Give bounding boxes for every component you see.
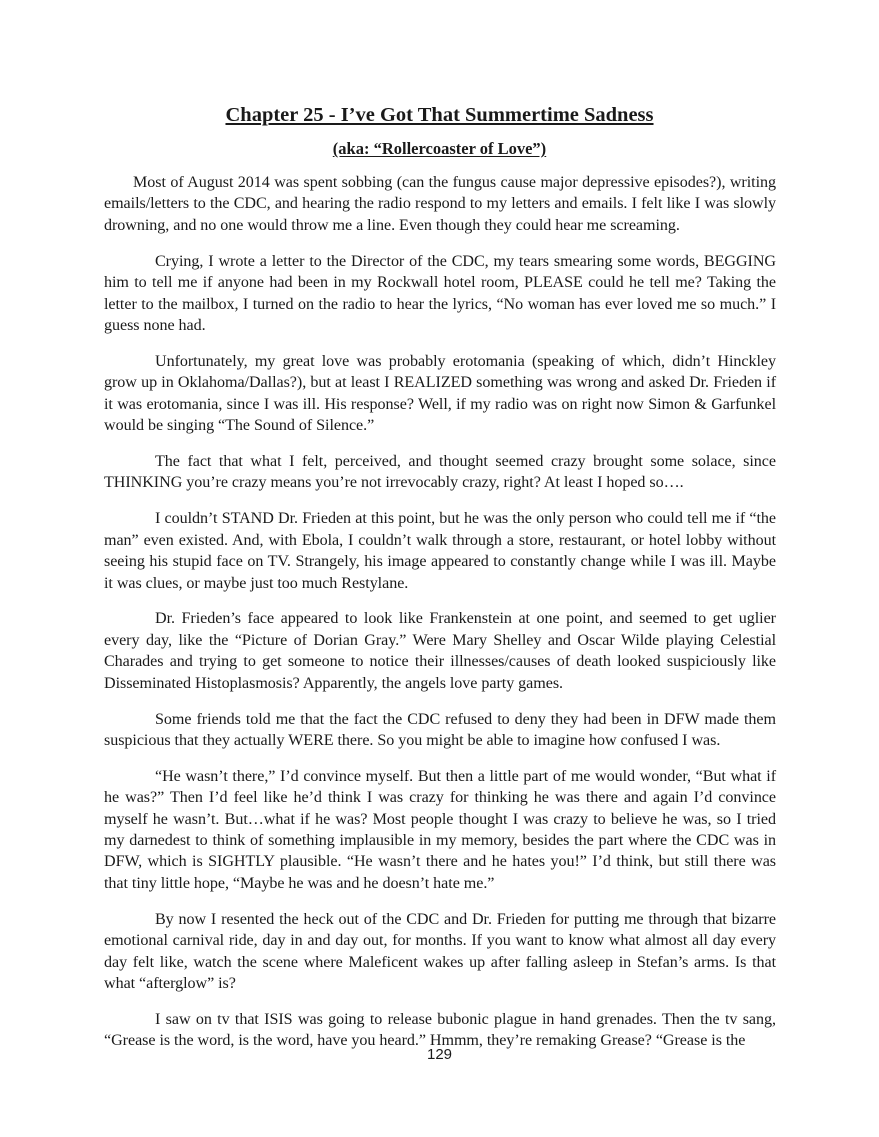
paragraph: Unfortunately, my great love was probably erotomania (speaking of which, didn’t Hinckley grow up in Oklahoma/Dallas?), but at least I REALIZED something was wrong and asked Dr. Frieden if it was erotomania, since I was ill. His response? Well, if my radio was on right now Simon & Garfunkel would be singing “The Sound of Silence.”	[104, 352, 776, 435]
body-text	[104, 172, 776, 1066]
paragraph: I couldn’t STAND Dr. Frieden at this point, but he was the only person who could tell me if “the man” even existed. And, with Ebola, I couldn’t walk through a store, restaurant, or hotel lobby without seeing his stupid face on TV. Strangely, his image appeared to constantly change while I was ill. Maybe it was clues, or maybe just too much Restylane.	[104, 510, 776, 592]
page-number: 129	[426, 1046, 453, 1063]
chapter-title: Chapter 25 - I’ve Got That Summertime Sadness	[225, 104, 654, 126]
paragraph: The fact that what I felt, perceived, and thought seemed crazy brought some solace, since THINKING you’re crazy means you’re not irrevocably crazy, right? At least I hoped so….	[104, 452, 776, 492]
chapter-subtitle: (aka: “Rollercoaster of Love”)	[332, 139, 547, 158]
paragraph: Some friends told me that the fact the CDC refused to deny they had been in DFW made them suspicious that they actually WERE there. So you might be able to imagine how confused I was.	[104, 710, 776, 749]
paragraph: Crying, I wrote a letter to the Director of the CDC, my tears smearing some words, BEGGING him to tell me if anyone had been in my Rockwall hotel room, PLEASE could he tell me? Taking the letter to the mailbox, I turned on the radio to hear the lyrics, “No woman has ever loved me so much.” I guess none had.	[104, 252, 776, 334]
paragraph: “He wasn’t there,” I’d convince myself. But then a little part of me would wonder, “But what if he was?” Then I’d feel like he’d think I was crazy for thinking he was there and again I’d convince myself he wasn’t. But…what if he was? Most people thought I was crazy to believe he was, so I tried my darnedest to think of something implausible in my memory, besides the part where the CDC was in DFW, which is SIGHTLY plausible. “He wasn’t there and he hates you!” I’d think, but still there was that tiny little hope, “Maybe he was and he doesn’t hate me.”	[104, 767, 776, 892]
paragraph: Dr. Frieden’s face appeared to look like Frankenstein at one point, and seemed to get uglier every day, like the “Picture of Dorian Gray.” Were Mary Shelley and Oscar Wilde playing Celestial Charades and trying to get someone to notice their illnesses/causes of death looked suspiciously like Disseminated Histoplasmosis? Apparently, the angels love party games.	[104, 610, 776, 692]
paragraph: Most of August 2014 was spent sobbing (can the fungus cause major depressive episodes?), writing emails/letters to the CDC, and hearing the radio respond to my letters and emails. I felt like I was slowly drowning, and no one would throw me a line. Even though they could hear me screaming.	[104, 174, 776, 234]
paragraph: I saw on tv that ISIS was going to release bubonic plague in hand grenades. Then the tv sang, “Grease is the word, is the word, have you heard.” Hmmm, they’re remaking Grease? “Grease is the	[104, 1010, 776, 1050]
paragraph: By now I resented the heck out of the CDC and Dr. Frieden for putting me through that bizarre emotional carnival ride, day in and day out, for months. If you want to know what almost all day every day felt like, watch the scene where Maleficent wakes up after falling asleep in Stefan’s arms. Is that what “afterglow” is?	[104, 910, 776, 992]
